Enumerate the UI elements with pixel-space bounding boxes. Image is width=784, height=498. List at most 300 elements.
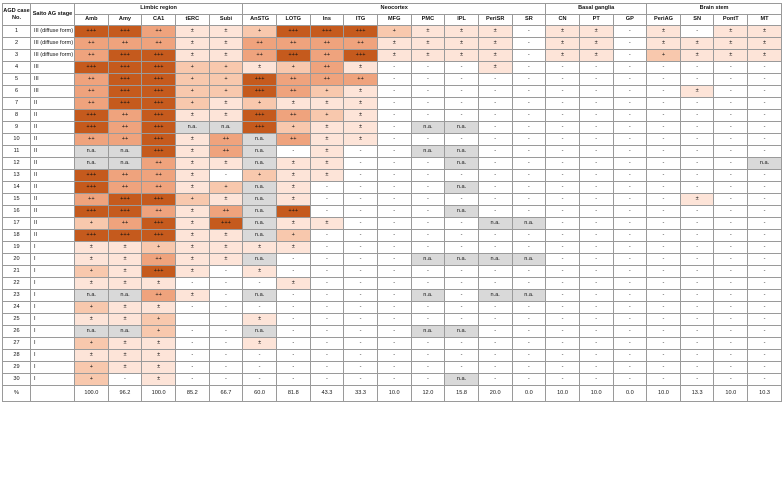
group-header-neocortex: Neocortex	[243, 4, 546, 15]
pathology-cell: -	[647, 86, 681, 98]
percent-row	[3, 386, 782, 402]
pathology-cell: +	[310, 110, 344, 122]
pathology-cell: ++	[344, 74, 378, 86]
pathology-cell: ±	[209, 98, 243, 110]
pathology-cell: n.a.	[243, 182, 277, 194]
pathology-cell: -	[478, 206, 512, 218]
pathology-cell: ++	[276, 134, 310, 146]
pathology-cell: -	[748, 242, 782, 254]
pathology-cell: -	[579, 146, 613, 158]
pathology-cell: n.a.	[748, 158, 782, 170]
pathology-cell: -	[680, 158, 714, 170]
pathology-cell: ++	[75, 134, 109, 146]
pathology-cell: ++	[142, 38, 176, 50]
pathology-cell: ±	[411, 38, 445, 50]
stage-cell: I	[31, 266, 75, 278]
pathology-cell: -	[546, 110, 580, 122]
pathology-cell: +++	[243, 122, 277, 134]
pathology-cell: -	[579, 350, 613, 362]
pathology-cell: -	[377, 146, 411, 158]
region-header-cn: CN	[546, 15, 580, 26]
pathology-cell: -	[613, 146, 647, 158]
pathology-cell: -	[310, 242, 344, 254]
pathology-cell: -	[546, 74, 580, 86]
pathology-cell: -	[445, 338, 479, 350]
pathology-cell: ±	[75, 254, 109, 266]
pathology-cell: -	[377, 194, 411, 206]
pathology-cell: -	[748, 86, 782, 98]
pathology-cell: -	[613, 206, 647, 218]
stage-cell: I	[31, 302, 75, 314]
pathology-cell: +++	[75, 206, 109, 218]
pathology-cell: -	[613, 122, 647, 134]
pathology-cell: -	[647, 302, 681, 314]
pathology-cell: ±	[175, 242, 209, 254]
pathology-cell: -	[310, 194, 344, 206]
pathology-cell: ±	[209, 50, 243, 62]
pathology-cell: ±	[209, 242, 243, 254]
case-number-cell: 18	[3, 230, 31, 242]
pathology-cell: -	[613, 134, 647, 146]
pathology-cell: -	[680, 26, 714, 38]
pathology-cell: -	[411, 98, 445, 110]
pathology-cell: -	[748, 374, 782, 386]
pathology-cell: -	[714, 182, 748, 194]
table-row	[3, 26, 782, 38]
pathology-cell: n.a.	[445, 326, 479, 338]
pathology-cell: -	[276, 338, 310, 350]
pathology-cell: ±	[748, 26, 782, 38]
pathology-cell: -	[344, 326, 378, 338]
pathology-cell: -	[714, 314, 748, 326]
pathology-cell: -	[714, 230, 748, 242]
pathology-cell: -	[579, 374, 613, 386]
pathology-cell: n.a.	[243, 158, 277, 170]
pathology-cell: -	[344, 374, 378, 386]
pathology-cell: -	[512, 38, 546, 50]
pathology-cell: -	[377, 290, 411, 302]
pathology-cell: -	[243, 362, 277, 374]
pathology-cell: -	[714, 74, 748, 86]
pathology-cell: -	[411, 302, 445, 314]
pathology-cell: -	[546, 362, 580, 374]
pathology-cell: -	[714, 242, 748, 254]
case-number-cell: 23	[3, 290, 31, 302]
pathology-cell: +	[175, 86, 209, 98]
pathology-cell: +++	[142, 98, 176, 110]
pathology-cell: ±	[175, 38, 209, 50]
pathology-cell: n.a.	[445, 254, 479, 266]
stage-cell: III	[31, 74, 75, 86]
pathology-cell: -	[344, 218, 378, 230]
pathology-cell: ±	[411, 26, 445, 38]
pathology-cell: -	[748, 98, 782, 110]
pathology-cell: n.a.	[108, 158, 142, 170]
pathology-cell: -	[748, 350, 782, 362]
pathology-cell: -	[344, 290, 378, 302]
pathology-cell: -	[546, 230, 580, 242]
pathology-cell: -	[546, 182, 580, 194]
pathology-cell: ±	[276, 170, 310, 182]
pathology-cell: -	[680, 350, 714, 362]
pathology-cell: -	[647, 170, 681, 182]
pathology-cell: ±	[310, 98, 344, 110]
table-row	[3, 314, 782, 326]
pathology-cell: ±	[108, 362, 142, 374]
pathology-cell: -	[647, 74, 681, 86]
pathology-cell: ±	[276, 182, 310, 194]
pathology-cell: -	[478, 266, 512, 278]
pathology-cell: -	[579, 134, 613, 146]
percent-value: 100.0	[142, 386, 176, 402]
pathology-cell: ±	[142, 338, 176, 350]
pathology-cell: -	[647, 194, 681, 206]
pathology-cell: -	[647, 98, 681, 110]
pathology-cell: -	[680, 74, 714, 86]
pathology-cell: -	[445, 218, 479, 230]
pathology-cell: +	[175, 74, 209, 86]
pathology-cell: ++	[310, 74, 344, 86]
pathology-cell: ±	[579, 26, 613, 38]
pathology-cell: ±	[748, 38, 782, 50]
pathology-cell: -	[613, 218, 647, 230]
table-header	[3, 4, 782, 26]
pathology-cell: +	[175, 62, 209, 74]
pathology-cell: -	[276, 314, 310, 326]
pathology-cell: -	[445, 302, 479, 314]
pathology-cell: -	[714, 158, 748, 170]
pathology-cell: ±	[209, 110, 243, 122]
pathology-cell: ±	[344, 110, 378, 122]
pathology-cell: ±	[647, 38, 681, 50]
pathology-cell: +++	[75, 110, 109, 122]
percent-value: 33.3	[344, 386, 378, 402]
case-number-cell: 16	[3, 206, 31, 218]
pathology-cell: n.a.	[445, 182, 479, 194]
pathology-cell: +++	[243, 86, 277, 98]
pathology-cell: -	[748, 230, 782, 242]
pathology-cell: ++	[75, 194, 109, 206]
pathology-cell: +++	[243, 74, 277, 86]
pathology-cell: ±	[243, 266, 277, 278]
pathology-cell: -	[647, 338, 681, 350]
pathology-cell: -	[478, 122, 512, 134]
case-number-cell: 11	[3, 146, 31, 158]
table-row	[3, 182, 782, 194]
pathology-cell: ±	[344, 62, 378, 74]
pathology-cell: n.a.	[243, 290, 277, 302]
pathology-cell: ±	[175, 158, 209, 170]
case-number-cell: 28	[3, 350, 31, 362]
pathology-cell: -	[411, 158, 445, 170]
pathology-cell: ±	[175, 110, 209, 122]
pathology-cell: -	[209, 278, 243, 290]
pathology-cell: -	[546, 254, 580, 266]
pathology-cell: ±	[142, 362, 176, 374]
pathology-cell: ++	[75, 86, 109, 98]
pathology-cell: ±	[243, 62, 277, 74]
pathology-cell: -	[344, 338, 378, 350]
pathology-cell: ±	[344, 98, 378, 110]
pathology-cell: -	[175, 338, 209, 350]
pathology-cell: -	[546, 206, 580, 218]
pathology-cell: ++	[142, 170, 176, 182]
pathology-cell: +	[142, 314, 176, 326]
pathology-cell: -	[714, 254, 748, 266]
pathology-cell: ±	[108, 350, 142, 362]
pathology-cell: -	[748, 194, 782, 206]
pathology-cell: ±	[108, 278, 142, 290]
table-row	[3, 254, 782, 266]
pathology-cell: -	[748, 182, 782, 194]
pathology-cell: -	[647, 110, 681, 122]
pathology-cell: -	[613, 266, 647, 278]
pathology-cell: n.a.	[75, 326, 109, 338]
pathology-cell: ++	[142, 254, 176, 266]
pathology-cell: -	[478, 302, 512, 314]
pathology-cell: -	[579, 278, 613, 290]
pathology-cell: -	[209, 374, 243, 386]
pathology-cell: -	[680, 182, 714, 194]
pathology-cell: -	[613, 86, 647, 98]
pathology-cell: -	[478, 338, 512, 350]
pathology-cell: ±	[75, 242, 109, 254]
pathology-cell: -	[748, 278, 782, 290]
pathology-cell: +	[209, 62, 243, 74]
case-number-cell: 1	[3, 26, 31, 38]
pathology-cell: -	[512, 362, 546, 374]
pathology-cell: ++	[310, 62, 344, 74]
case-number-cell: 2	[3, 38, 31, 50]
pathology-cell: -	[445, 62, 479, 74]
pathology-cell: n.a.	[243, 218, 277, 230]
pathology-cell: n.a.	[478, 218, 512, 230]
pathology-cell: +++	[142, 50, 176, 62]
pathology-cell: n.a.	[175, 122, 209, 134]
pathology-cell: -	[344, 278, 378, 290]
pathology-cell: +++	[142, 266, 176, 278]
pathology-cell: -	[680, 290, 714, 302]
pathology-cell: ++	[75, 98, 109, 110]
pathology-cell: -	[377, 362, 411, 374]
stage-header: Saito AG stage	[31, 4, 75, 26]
table-row	[3, 50, 782, 62]
pathology-cell: n.a.	[512, 254, 546, 266]
pathology-cell: n.a.	[445, 158, 479, 170]
pathology-cell: ++	[243, 50, 277, 62]
pathology-cell: ++	[108, 110, 142, 122]
pathology-cell: -	[647, 158, 681, 170]
table-row	[3, 326, 782, 338]
pathology-cell: ±	[276, 194, 310, 206]
pathology-cell: -	[512, 242, 546, 254]
pathology-cell: -	[478, 194, 512, 206]
pathology-cell: -	[579, 158, 613, 170]
pathology-cell: -	[714, 110, 748, 122]
pathology-cell: +++	[75, 122, 109, 134]
stage-cell: I	[31, 242, 75, 254]
pathology-cell: -	[310, 278, 344, 290]
pathology-cell: +	[647, 50, 681, 62]
case-number-cell: 14	[3, 182, 31, 194]
pathology-cell: -	[344, 158, 378, 170]
pathology-cell: ++	[142, 290, 176, 302]
pathology-cell: ++	[243, 38, 277, 50]
case-number-cell: 6	[3, 86, 31, 98]
pathology-cell: -	[411, 362, 445, 374]
pathology-cell: -	[613, 254, 647, 266]
pathology-cell: ±	[243, 242, 277, 254]
pathology-cell: -	[579, 242, 613, 254]
pathology-cell: -	[613, 314, 647, 326]
pathology-cell: -	[411, 374, 445, 386]
pathology-cell: -	[647, 146, 681, 158]
pathology-cell: -	[175, 326, 209, 338]
pathology-cell: -	[546, 374, 580, 386]
pathology-cell: -	[546, 266, 580, 278]
pathology-cell: n.a.	[445, 206, 479, 218]
pathology-cell: -	[546, 314, 580, 326]
pathology-cell: n.a.	[411, 326, 445, 338]
percent-value: 10.0	[714, 386, 748, 402]
pathology-cell: -	[748, 74, 782, 86]
pathology-cell: -	[209, 290, 243, 302]
pathology-cell: -	[344, 242, 378, 254]
pathology-cell: ±	[377, 38, 411, 50]
percent-value: 100.0	[75, 386, 109, 402]
pathology-cell: -	[478, 146, 512, 158]
percent-value: 10.0	[579, 386, 613, 402]
pathology-cell: -	[243, 374, 277, 386]
pathology-cell: -	[748, 302, 782, 314]
pathology-cell: -	[175, 278, 209, 290]
pathology-cell: n.a.	[411, 146, 445, 158]
table-row	[3, 122, 782, 134]
pathology-cell: -	[411, 194, 445, 206]
pathology-cell: -	[276, 290, 310, 302]
pathology-cell: n.a.	[108, 326, 142, 338]
pathology-cell: +++	[142, 74, 176, 86]
pathology-cell: +++	[142, 110, 176, 122]
pathology-cell: -	[344, 182, 378, 194]
pathology-cell: -	[714, 278, 748, 290]
pathology-cell: -	[377, 74, 411, 86]
pathology-cell: -	[613, 38, 647, 50]
case-number-cell: 5	[3, 74, 31, 86]
pathology-cell: ++	[108, 218, 142, 230]
pathology-cell: ±	[478, 62, 512, 74]
pathology-cell: -	[377, 266, 411, 278]
case-number-cell: 15	[3, 194, 31, 206]
pathology-cell: n.a.	[478, 254, 512, 266]
pathology-cell: -	[647, 218, 681, 230]
pathology-cell: ±	[748, 50, 782, 62]
pathology-cell: -	[310, 266, 344, 278]
pathology-cell: -	[579, 266, 613, 278]
pathology-cell: -	[714, 338, 748, 350]
pathology-cell: ±	[243, 314, 277, 326]
pathology-cell: -	[647, 254, 681, 266]
pathology-cell: -	[478, 374, 512, 386]
pathology-cell: -	[748, 134, 782, 146]
pathology-cell: -	[411, 170, 445, 182]
stage-cell: I	[31, 374, 75, 386]
pathology-cell: -	[613, 194, 647, 206]
pathology-cell: -	[411, 134, 445, 146]
pathology-cell: +++	[142, 194, 176, 206]
pathology-cell: -	[579, 326, 613, 338]
pathology-cell: -	[411, 110, 445, 122]
case-number-cell: 21	[3, 266, 31, 278]
percent-value: 10.3	[748, 386, 782, 402]
pathology-cell: ±	[209, 158, 243, 170]
pathology-cell: -	[445, 170, 479, 182]
percent-value: 15.8	[445, 386, 479, 402]
pathology-cell: -	[714, 146, 748, 158]
pathology-cell: -	[748, 254, 782, 266]
table-row	[3, 350, 782, 362]
pathology-cell: ++	[276, 38, 310, 50]
pathology-cell: -	[546, 290, 580, 302]
pathology-cell: -	[377, 134, 411, 146]
pathology-cell: -	[377, 110, 411, 122]
table-row	[3, 134, 782, 146]
pathology-cell: ±	[680, 38, 714, 50]
pathology-cell: -	[445, 74, 479, 86]
pathology-cell: -	[613, 62, 647, 74]
pathology-cell: -	[512, 350, 546, 362]
percent-value: 81.8	[276, 386, 310, 402]
pathology-cell: -	[209, 350, 243, 362]
pathology-cell: -	[647, 242, 681, 254]
region-header-sn: SN	[680, 15, 714, 26]
pathology-cell: +++	[142, 62, 176, 74]
pathology-cell: -	[579, 218, 613, 230]
stage-cell: II	[31, 146, 75, 158]
pathology-cell: -	[748, 218, 782, 230]
pathology-cell: -	[748, 146, 782, 158]
pathology-cell: -	[748, 290, 782, 302]
pathology-cell: n.a.	[243, 326, 277, 338]
pathology-cell: -	[647, 230, 681, 242]
pathology-cell: -	[680, 314, 714, 326]
case-number-cell: 3	[3, 50, 31, 62]
pathology-cell: -	[546, 350, 580, 362]
pathology-cell: -	[613, 290, 647, 302]
table-row	[3, 38, 782, 50]
pathology-cell: -	[613, 170, 647, 182]
percent-value: 13.3	[680, 386, 714, 402]
pathology-cell: ++	[142, 158, 176, 170]
pathology-cell: -	[579, 230, 613, 242]
pathology-cell: -	[276, 350, 310, 362]
pathology-cell: -	[579, 290, 613, 302]
pathology-cell: -	[748, 326, 782, 338]
region-header-sr: SR	[512, 15, 546, 26]
pathology-cell: -	[344, 146, 378, 158]
pathology-cell: -	[512, 146, 546, 158]
case-number-cell: 8	[3, 110, 31, 122]
case-number-cell: 26	[3, 326, 31, 338]
pathology-cell: -	[680, 302, 714, 314]
pathology-cell: ±	[276, 158, 310, 170]
pathology-cell: -	[680, 278, 714, 290]
pathology-cell: -	[344, 230, 378, 242]
pathology-cell: -	[613, 326, 647, 338]
pathology-cell: -	[310, 350, 344, 362]
pathology-cell: -	[445, 230, 479, 242]
pathology-cell: -	[613, 374, 647, 386]
